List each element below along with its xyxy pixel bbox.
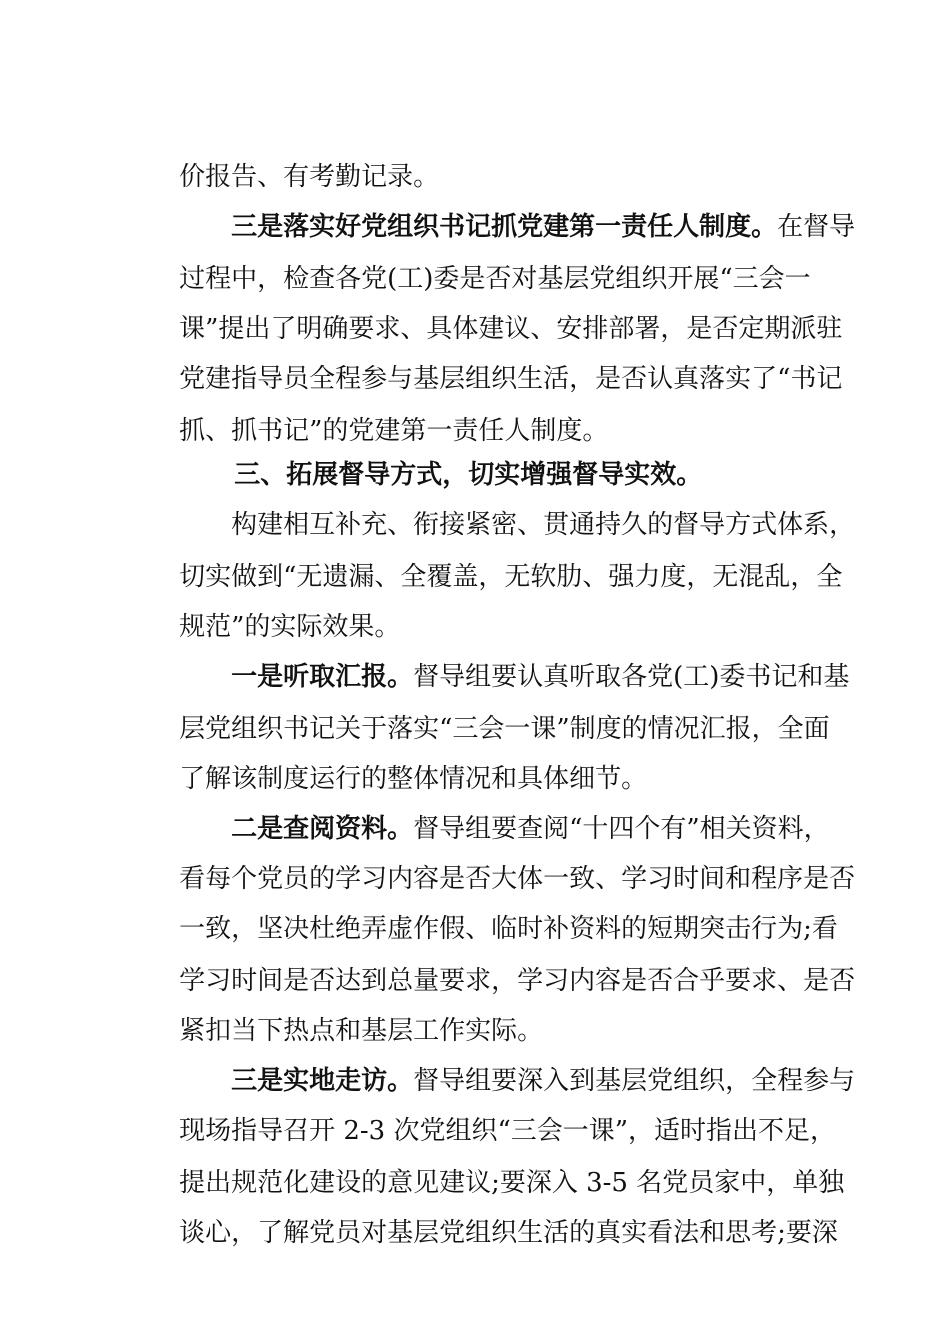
text-line xyxy=(0,1194,950,1272)
line-text: 构建相互补充、衔接紧密、贯通持久的督导方式体系， xyxy=(231,510,856,540)
line-text: 切实做到“无遗漏、全覆盖，无软肋、强力度，无混乱，全 xyxy=(179,562,843,592)
line-text: 课”提出了明确要求、具体建议、安排部署，是否定期派驻 xyxy=(179,314,843,344)
line-text: 层党组织书记关于落实“三会一课”制度的情况汇报，全面 xyxy=(179,714,830,744)
line-text: 规范”的实际效果。 xyxy=(179,612,401,642)
line-text: 价报告、有考勤记录。 xyxy=(179,162,440,192)
line-text: 督导组要认真听取各党(工)委书记和基 xyxy=(413,662,850,692)
line-text: 看每个党员的学习内容是否大体一致、学习时间和程序是否 xyxy=(179,864,856,894)
paragraph-lead: 一是听取汇报。 xyxy=(231,662,414,692)
paragraph-lead: 三是落实好党组织书记抓党建第一责任人制度。 xyxy=(231,212,778,242)
line-text: 了解该制度运行的整体情况和具体细节。 xyxy=(179,764,648,794)
paragraph-lead: 三是实地走访。 xyxy=(231,1066,414,1096)
line-text: 督导组要查阅“十四个有”相关资料， xyxy=(413,814,830,844)
line-text: 一致，坚决杜绝弄虚作假、临时补资料的短期突击行为;看 xyxy=(179,914,838,944)
heading-text: 三、拓展督导方式，切实增强督导实效。 xyxy=(234,460,703,490)
line-text: 谈心，了解党员对基层党组织生活的真实看法和思考;要深 xyxy=(179,1218,838,1248)
line-text: 提出规范化建设的意见建议;要深入 3-5 名党员家中，单独 xyxy=(179,1168,845,1198)
line-text: 在督导 xyxy=(777,212,856,242)
line-text: 督导组要深入到基层党组织，全程参与 xyxy=(413,1066,856,1096)
line-text: 党建指导员全程参与基层组织生活，是否认真落实了“书记 xyxy=(179,364,843,394)
line-text: 抓、抓书记”的党建第一责任人制度。 xyxy=(179,416,609,446)
line-text: 过程中，检查各党(工)委是否对基层党组织开展“三会一 xyxy=(179,264,811,294)
line-text: 紧扣当下热点和基层工作实际。 xyxy=(179,1016,544,1046)
line-text: 现场指导召开 2-3 次党组织“三会一课”，适时指出不足， xyxy=(179,1116,837,1146)
line-text: 学习时间是否达到总量要求，学习内容是否合乎要求、是否 xyxy=(179,966,856,996)
paragraph-lead: 二是查阅资料。 xyxy=(231,814,414,844)
